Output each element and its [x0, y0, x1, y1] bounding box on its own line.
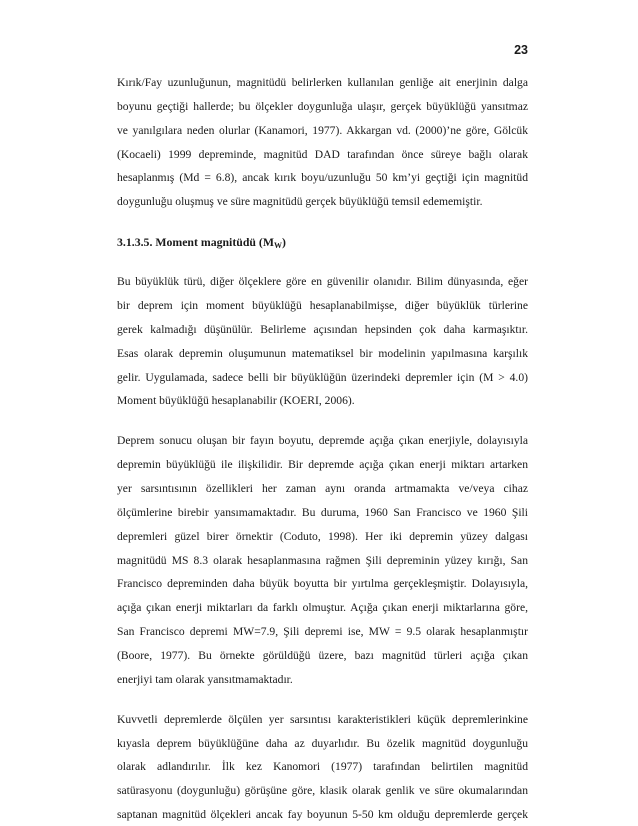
paragraph-2-line: Bu büyüklük türü, diğer ölçeklere göre en güvenilir olanıdır. Bilim dünyasında, eğer [117, 275, 528, 289]
paragraph-3-line: depremin büyüklüğü ile ilişkilidir. Bir depremde açığa çıkan enerji miktarı artarken [117, 458, 528, 472]
paragraph-4-line: olarak adlandırılır. İlk kez Kanomori (1977) tarafından belirtilen magnitüd [117, 760, 528, 774]
section-heading-close: ) [281, 235, 286, 250]
section-heading [117, 235, 286, 253]
paragraph-2-line: Moment büyüklüğü hesaplanabilir (KOERI, 2006). [117, 394, 355, 408]
paragraph-3-line: Deprem sonucu oluşan bir fayın boyutu, depremde açığa çıkan enerjiyle, dolayısıyla [117, 434, 528, 448]
paragraph-3-line: ölçümlerine birebir yansımamaktadır. Bu duruma, 1960 San Francisco ve 1960 Şili [117, 505, 528, 519]
paragraph-3-line: depremleri güzel birer örnektir (Coduto, 1998). Her iki depremin yüzey dalgası [117, 529, 528, 543]
paragraph-2-line: gerek kalmadığı düşünülür. Belirleme açısından hepsinden çok daha karmaşıktır. [117, 322, 528, 336]
paragraph-1-line: boyunu geçtiği hallerde; bu ölçekler doygunluğa ulaşır, gerçek büyüklüğü yansıtmaz [117, 99, 528, 113]
paragraph-1-line: hesaplanmış (Md = 6.8), ancak kırık boyu/uzunluğu 50 km’yi geçtiği için magnitüd [117, 171, 528, 185]
paragraph-3-line: yer sarsıntısının özellikleri her zaman aynı oranda artmamakta ve/veya cihaz [117, 482, 528, 495]
paragraph-3-line: (Boore, 1977). Bu örnekte görüldüğü üzere, bazı magnitüd türleri açığa çıkan [117, 648, 528, 662]
page-number: 23 [514, 43, 528, 57]
paragraph-1-line: doygunluğu oluşmuş ve süre magnitüdü gerçek büyüklüğü temsil edememiştir. [117, 195, 483, 209]
paragraph-3-line: enerjiyi tam olarak yansıtmamaktadır. [117, 672, 293, 686]
paragraph-1-line: Kırık/Fay uzunluğunun, magnitüdü belirlerken kullanılan genliğe ait enerjinin dalga [117, 76, 528, 89]
paragraph-3-line: Francisco depreminden daha büyük boyutta bir yırtılma gerçekleşmiştir. Dolayısıyla, [117, 577, 528, 591]
paragraph-3-line: magnitüdü MS 8.3 olarak hesaplanmasına rağmen Şili depreminin yüzey kırığı, San [117, 553, 528, 567]
paragraph-2-line: gelir. Uygulamada, sadece belli bir büyüklüğün üzerindeki depremler için (M > 4.0) [117, 370, 528, 384]
paragraph-4-line: satürasyonu (doygunluğu) görüşüne göre, klasik olarak genlik ve süre okumalarından [117, 784, 528, 798]
paragraph-4-line: Kuvvetli depremlerde ölçülen yer sarsıntısı karakteristikleri küçük depremlerinkine [117, 712, 528, 726]
section-heading-text: 3.1.3.5. Moment magnitüdü (M [117, 235, 274, 250]
paragraph-4-line: saptanan magnitüd ölçekleri ancak fay boyunun 5-50 km olduğu depremlerde gerçek [117, 808, 528, 821]
paragraph-2-line: Esas olarak depremin oluşumunun matematiksel bir modelinin yapılmasına karşılık [117, 346, 528, 360]
paragraph-2-line: bir deprem için moment büyüklüğü hesaplanabilmişse, diğer büyüklük türlerine [117, 299, 528, 312]
paragraph-3-line: San Francisco depremi MW=7.9, Şili depremi ise, MW = 9.5 olarak hesaplanmıştır [117, 625, 528, 638]
paragraph-3-line: açığa çıkan enerji miktarları da farklı olmuştur. Açığa çıkan enerji miktarlarına göre, [117, 601, 528, 615]
section-heading-subscript: W [273, 241, 282, 251]
paragraph-4-line: kıyasla deprem büyüklüğüne daha az duyarlıdır. Bu özelik magnitüd doygunluğu [117, 736, 528, 750]
paragraph-1-line: ve yanılgılara neden olurlar (Kanamori, 1977). Akkargan vd. (2000)’ne göre, Gölcük [117, 123, 528, 137]
paragraph-1-line: (Kocaeli) 1999 depreminde, magnitüd DAD tarafından önce süreye bağlı olarak [117, 147, 528, 161]
